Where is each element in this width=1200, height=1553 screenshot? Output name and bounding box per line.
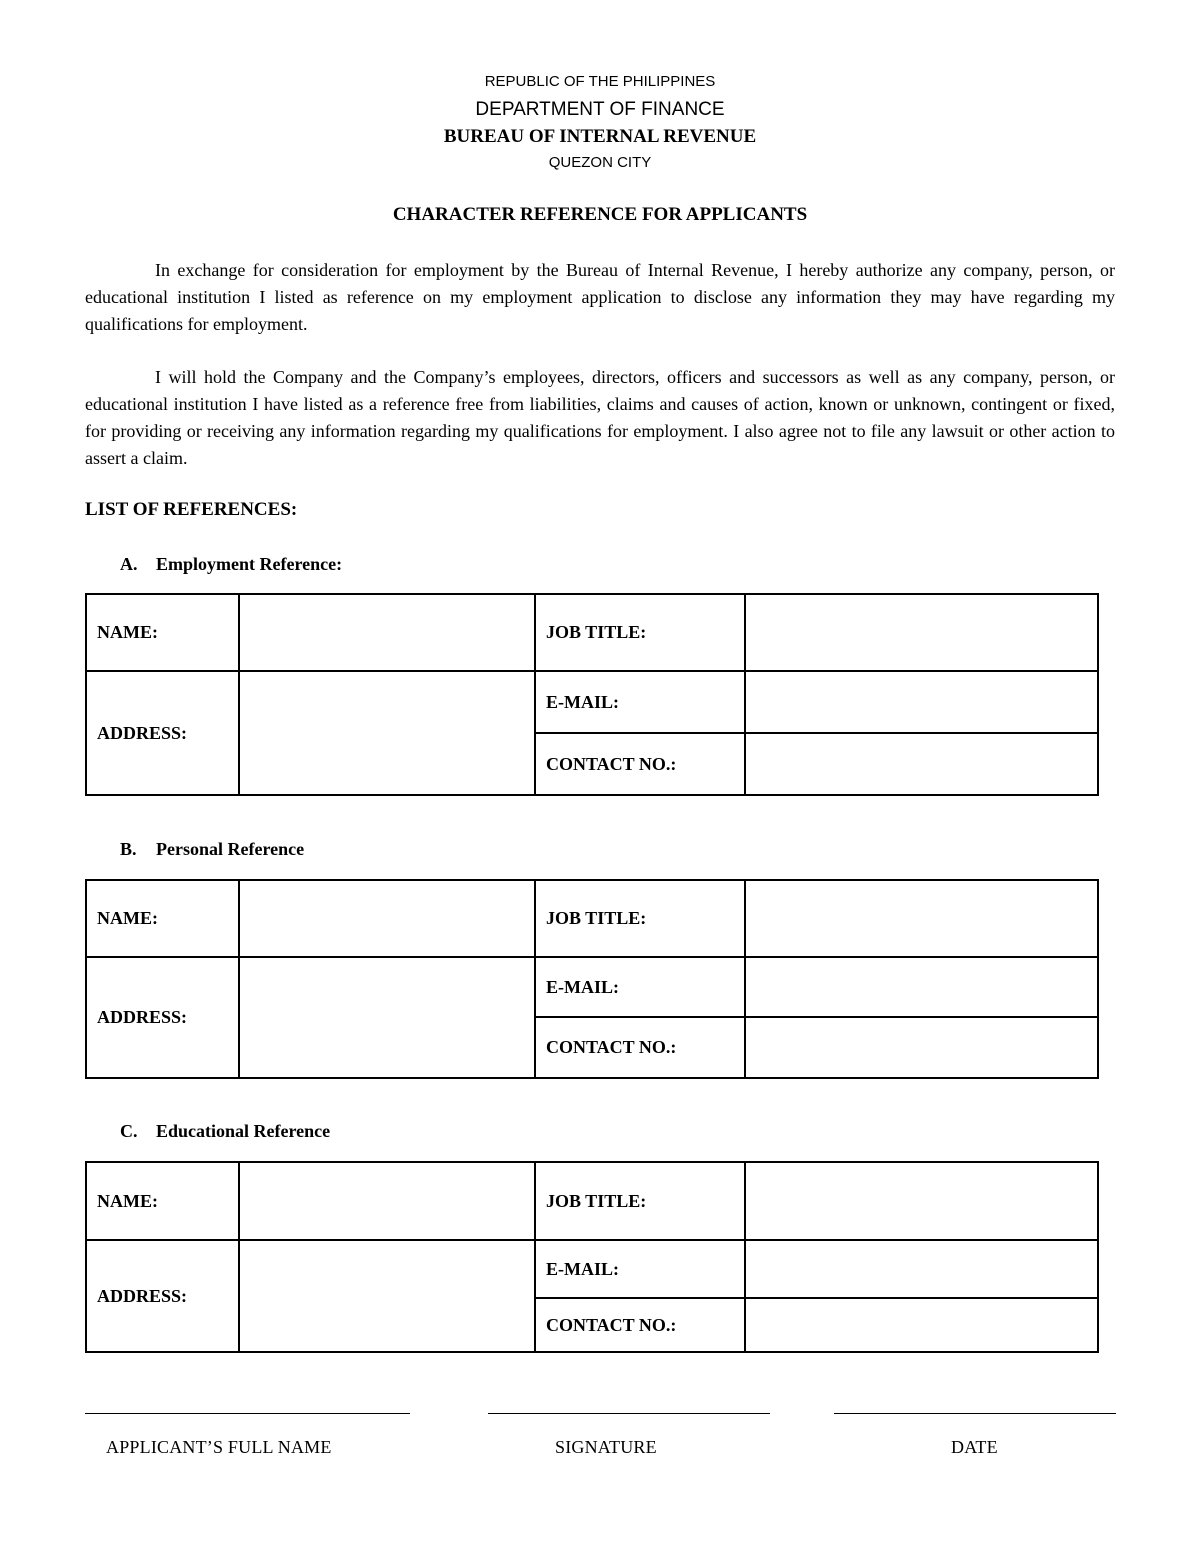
section-c-heading: [120, 1121, 330, 1142]
section-a-heading: [120, 554, 342, 575]
contact-label: CONTACT NO.:: [535, 733, 745, 795]
header-city: QUEZON CITY: [548, 154, 652, 171]
section-b-heading: [120, 839, 304, 860]
section-title: Personal Reference: [156, 839, 305, 859]
email-label: E-MAIL:: [535, 1240, 745, 1298]
job-title-input-cell[interactable]: [745, 880, 1098, 957]
full-name-caption: APPLICANT’S FULL NAME: [106, 1437, 332, 1457]
name-input-cell[interactable]: [239, 594, 535, 671]
contact-label: CONTACT NO.:: [535, 1298, 745, 1352]
section-letter: B.: [120, 839, 137, 859]
address-label: ADDRESS:: [86, 671, 239, 795]
name-label: NAME:: [86, 880, 239, 957]
liability-paragraph: I will hold the Company and the Company’s employees, directors, officers and successors as well as any company, person, or educational institution I have listed as a reference free from liabilities, claims and causes of action, known or unknown, contingent or fixed, for providing or receiving any information regarding my qualifications for employment. I also agree not to file any lawsuit or other action to assert a claim.: [85, 367, 1115, 468]
contact-input-cell[interactable]: [745, 733, 1098, 795]
personal-reference-table: [85, 879, 1099, 1079]
job-title-input-cell[interactable]: [745, 1162, 1098, 1240]
email-input-cell[interactable]: [745, 957, 1098, 1017]
address-label: ADDRESS:: [86, 1240, 239, 1352]
form-title: CHARACTER REFERENCE FOR APPLICANTS: [392, 204, 808, 225]
name-label: NAME:: [86, 1162, 239, 1240]
section-letter: A.: [120, 554, 138, 574]
job-title-input-cell[interactable]: [745, 594, 1098, 671]
header-republic: REPUBLIC OF THE PHILIPPINES: [484, 73, 716, 90]
address-input-cell[interactable]: [239, 671, 535, 795]
job-title-label: JOB TITLE:: [535, 594, 745, 671]
job-title-label: JOB TITLE:: [535, 1162, 745, 1240]
header-department: DEPARTMENT OF FINANCE: [475, 99, 725, 120]
email-input-cell[interactable]: [745, 671, 1098, 733]
address-input-cell[interactable]: [239, 1240, 535, 1352]
signature-line[interactable]: [488, 1413, 770, 1414]
name-label: NAME:: [86, 594, 239, 671]
email-input-cell[interactable]: [745, 1240, 1098, 1298]
date-line[interactable]: [834, 1413, 1116, 1414]
job-title-label: JOB TITLE:: [535, 880, 745, 957]
date-caption: DATE: [951, 1437, 998, 1457]
authorization-paragraph: In exchange for consideration for employment by the Bureau of Internal Revenue, I hereby authorize any company, person, or educational institution I listed as reference on my employment application to disclose any information they may have regarding my qualifications for employment.: [85, 260, 1115, 334]
name-input-cell[interactable]: [239, 1162, 535, 1240]
address-input-cell[interactable]: [239, 957, 535, 1078]
list-of-references-heading: LIST OF REFERENCES:: [85, 499, 298, 520]
contact-input-cell[interactable]: [745, 1017, 1098, 1078]
contact-input-cell[interactable]: [745, 1298, 1098, 1352]
section-title: Employment Reference:: [156, 554, 343, 574]
educational-reference-table: [85, 1161, 1099, 1353]
section-letter: C.: [120, 1121, 138, 1141]
email-label: E-MAIL:: [535, 671, 745, 733]
section-title: Educational Reference: [156, 1121, 331, 1141]
employment-reference-table: [85, 593, 1099, 796]
contact-label: CONTACT NO.:: [535, 1017, 745, 1078]
full-name-line[interactable]: [85, 1413, 410, 1414]
name-input-cell[interactable]: [239, 880, 535, 957]
email-label: E-MAIL:: [535, 957, 745, 1017]
signature-caption: SIGNATURE: [555, 1437, 657, 1457]
address-label: ADDRESS:: [86, 957, 239, 1078]
header-bureau: BUREAU OF INTERNAL REVENUE: [443, 126, 757, 147]
